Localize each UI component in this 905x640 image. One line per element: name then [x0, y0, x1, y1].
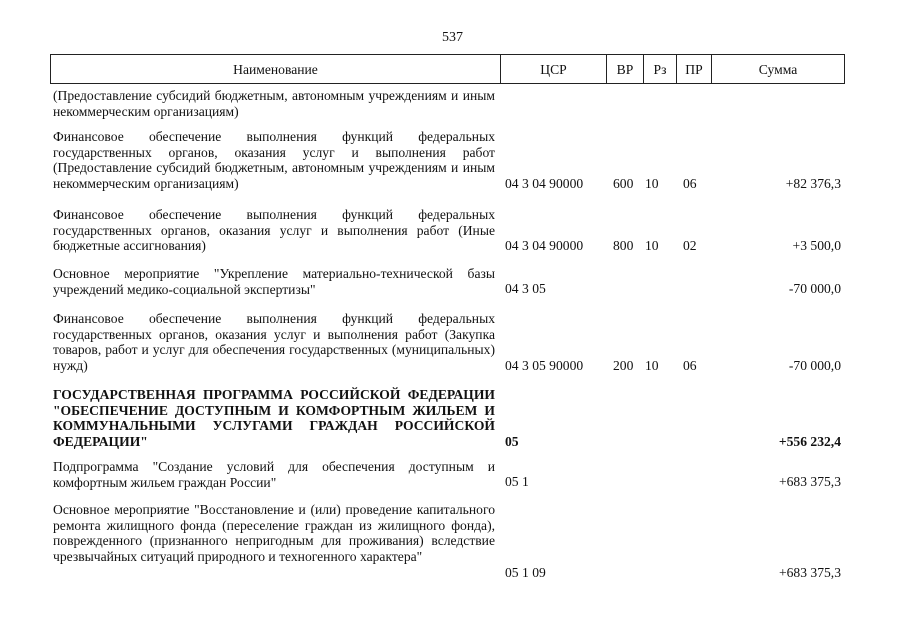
table-row — [50, 129, 845, 192]
row-name: Финансовое обеспечение выполнения функций федеральных государственных органов, оказания услуг и выполнения работ (Закупка товаров, работ и услуг для обеспечения государственных (муниципальных) нужд) — [53, 311, 495, 373]
row-sum: +556 232,4 — [778, 434, 841, 450]
row-sum: +82 376,3 — [785, 176, 841, 192]
row-csr: 05 — [505, 434, 519, 450]
table-row — [50, 387, 845, 450]
row-sum: +3 500,0 — [792, 238, 841, 254]
table-row — [50, 311, 845, 374]
table-row — [50, 88, 845, 119]
row-pr: 06 — [683, 358, 697, 374]
row-name: ГОСУДАРСТВЕННАЯ ПРОГРАММА РОССИЙСКОЙ ФЕДЕРАЦИИ "ОБЕСПЕЧЕНИЕ ДОСТУПНЫМ И КОМФОРТНЫМ ЖИЛЬЕМ И КОММУНАЛЬНЫМИ УСЛУГАМИ ГРАЖДАН РОССИЙСКОЙ ФЕДЕРАЦИИ" — [53, 387, 495, 449]
table-header — [50, 54, 845, 84]
row-rz: 10 — [645, 358, 659, 374]
row-vr: 600 — [613, 176, 634, 192]
table-row — [50, 502, 845, 581]
header-sum: Сумма — [711, 55, 844, 83]
page-number: 537 — [442, 30, 463, 45]
row-name: Основное мероприятие "Укрепление материально-технической базы учреждений медико-социальной экспертизы" — [53, 266, 495, 297]
header-rz: Рз — [643, 55, 676, 83]
row-vr: 800 — [613, 238, 634, 254]
row-pr: 06 — [683, 176, 697, 192]
row-name: Финансовое обеспечение выполнения функций федеральных государственных органов, оказания услуг и выполнения работ (Предоставление субсидий бюджетным, автономным учреждениям и иным некоммерческим организациям) — [53, 129, 495, 191]
row-rz: 10 — [645, 238, 659, 254]
row-sum: -70 000,0 — [788, 281, 841, 297]
row-csr: 04 3 04 90000 — [505, 238, 584, 254]
header-csr: ЦСР — [500, 55, 606, 83]
row-name: Основное мероприятие "Восстановление и (или) проведение капитального ремонта жилищного фонда (переселение граждан из жилищного фонда), поврежденного (признанного непригодным для проживания) вследствие чрезвычайных ситуаций природного и техногенного характера" — [53, 502, 495, 564]
header-vr: ВР — [606, 55, 643, 83]
row-sum: -70 000,0 — [788, 358, 841, 374]
row-csr: 04 3 05 90000 — [505, 358, 584, 374]
row-csr: 05 1 09 — [505, 565, 546, 581]
table-row — [50, 207, 845, 254]
row-vr: 200 — [613, 358, 634, 374]
table-row — [50, 459, 845, 490]
header-pr: ПР — [676, 55, 711, 83]
row-pr: 02 — [683, 238, 697, 254]
row-csr: 05 1 — [505, 474, 529, 490]
table-row — [50, 266, 845, 297]
row-name: Финансовое обеспечение выполнения функций федеральных государственных органов, оказания услуг и выполнения работ (Иные бюджетные ассигнования) — [53, 207, 495, 254]
row-sum: +683 375,3 — [778, 474, 841, 490]
row-csr: 04 3 05 — [505, 281, 546, 297]
header-name: Наименование — [233, 62, 318, 77]
row-name: (Предоставление субсидий бюджетным, автономным учреждениям и иным некоммерческим организациям) — [53, 88, 495, 119]
row-rz: 10 — [645, 176, 659, 192]
row-sum: +683 375,3 — [778, 565, 841, 581]
row-csr: 04 3 04 90000 — [505, 176, 584, 192]
row-name: Подпрограмма "Создание условий для обеспечения доступным и комфортным жильем граждан России" — [53, 459, 495, 490]
